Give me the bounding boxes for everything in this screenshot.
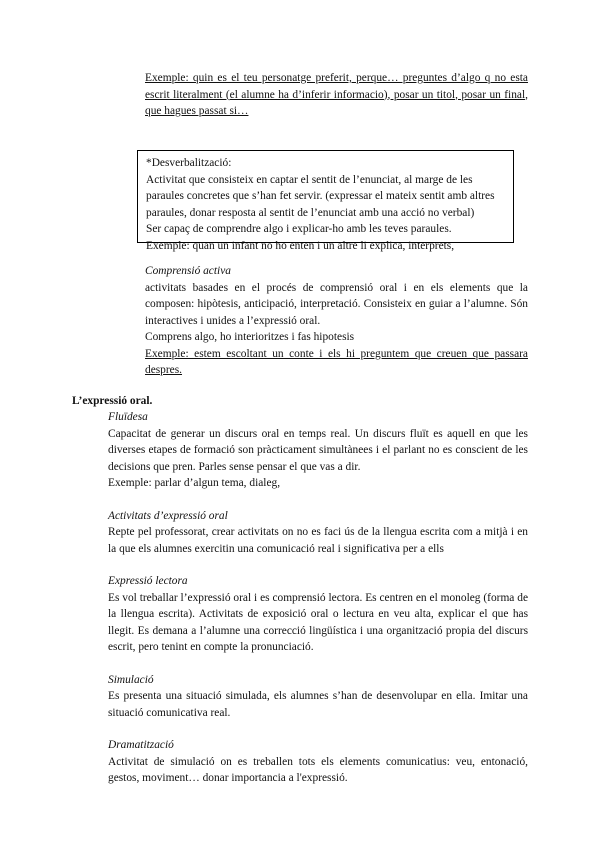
subsection-title: Expressió lectora bbox=[108, 575, 188, 587]
section-activitats bbox=[108, 508, 528, 558]
desverbalitzacio-title: *Desverbalització: bbox=[146, 157, 232, 169]
subsection-title: Activitats d’expressió oral bbox=[108, 509, 228, 522]
section-simulacio bbox=[108, 672, 528, 722]
subsection-body: Capacitat de generar un discurs oral en temps real. Un discurs fluït es aquell en que les diverses etapes de formació son pràcticament simultànees i el parlant no es conscient de les decisions que pren. Parles sense pensar el que vas a dir. bbox=[108, 427, 528, 473]
desverbalitzacio-box bbox=[137, 150, 514, 252]
subsection-body: Es vol treballar l’expressió oral i es comprensió lectora. Es centren en el monoleg (forma de la llengua escrita). Activitats de exposició oral o lectura en veu alta, explicar el que has llegit. Es demana a l’alumne una correcció lingüística i una organització propia del discurs escrit, pero tenint en compte la pronunciació. bbox=[108, 591, 528, 653]
subsection-title: Dramatització bbox=[108, 739, 174, 751]
expressio-oral-body bbox=[108, 409, 528, 803]
subsection-body: Activitat de simulació on es treballen tots els elements comunicatius: veu, entonació, gestos, moviment… donar importancia a l'expressió. bbox=[108, 755, 528, 784]
comprensio-activa-line: Comprens algo, ho interioritzes i fas hipotesis bbox=[145, 331, 355, 343]
desverbalitzacio-line: Activitat que consisteix en captar el sentit de l’enunciat, al marge de les paraules concretes que s’han fet servir. (expressar el mateix sentit amb altres paraules, donar resposta al sentit de l’enunciat amb una acció no verbal) bbox=[146, 173, 495, 219]
section-expressio-lectora bbox=[108, 573, 528, 656]
subsection-title: Simulació bbox=[108, 673, 154, 686]
section-heading: L’expressió oral. bbox=[72, 395, 153, 407]
comprensio-activa-body: activitats basades en el procés de comprensió oral i en els elements que la composen: hipòtesis, anticipació, interpretació. Consisteix en guiar a l’alumne. Són interactives i unides a l’expressió oral. bbox=[145, 281, 528, 327]
subsection-body: Es presenta una situació simulada, els alumnes s’han de desenvolupar en ella. Imitar una situació comunicativa real. bbox=[108, 690, 528, 719]
intro-example-text: Exemple: quin es el teu personatge preferit, perque… preguntes d’algo q no esta escrit literalment (el alumne ha d’inferir informacio), posar un titol, posar un final, que hagues passat si… bbox=[145, 72, 528, 117]
section-fluidesa bbox=[108, 409, 528, 492]
comprensio-activa-section bbox=[145, 263, 528, 379]
comprensio-activa-example: Exemple: estem escoltant un conte i els hi preguntem que creuen que passara despres. bbox=[145, 347, 528, 376]
subsection-example: Exemple: parlar d’algun tema, dialeg, bbox=[108, 477, 281, 489]
comprensio-activa-title: Comprensió activa bbox=[145, 265, 231, 277]
desverbalitzacio-line: Ser capaç de comprendre algo i explicar-ho amb les teves paraules. bbox=[146, 223, 452, 235]
subsection-title: Fluïdesa bbox=[108, 411, 148, 423]
section-dramatitzacio bbox=[108, 737, 528, 787]
subsection-body: Repte pel professorat, crear activitats on no es faci ús de la llengua escrita com a mitjà i en la que els alumnes exercitin una comunicació real i significativa per a ells bbox=[108, 526, 528, 555]
desverbalitzacio-line: Exemple: quan un infant no ho enten i un altre li explica, interprets, bbox=[146, 239, 455, 252]
